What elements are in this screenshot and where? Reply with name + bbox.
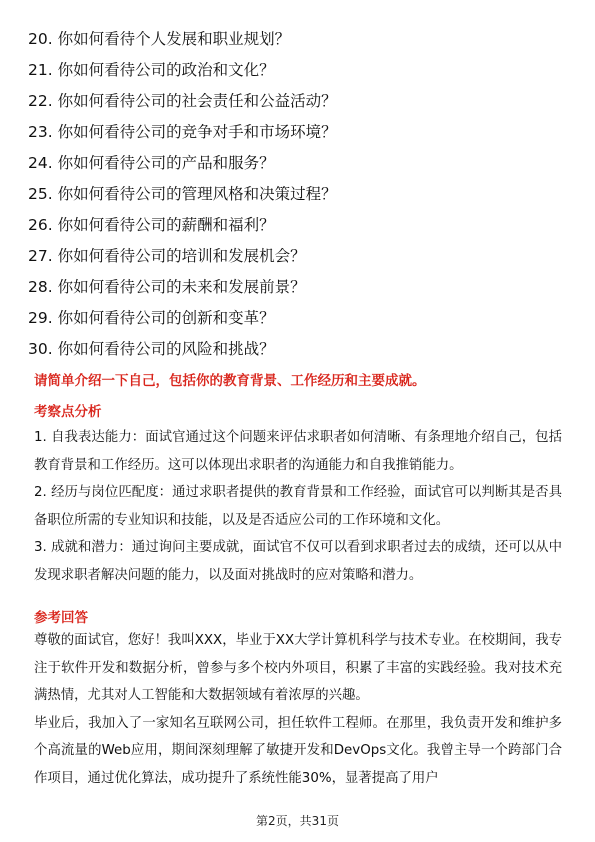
question-list: [28, 24, 568, 365]
analysis-point: 3. 成就和潜力：通过询问主要成就，面试官不仅可以看到求职者过去的成绩，还可以从中发现求职者解决问题的能力，以及面对挑战时的应对策略和潜力。: [34, 540, 562, 583]
answer-paragraph: 毕业后，我加入了一家知名互联网公司，担任软件工程师。在那里，我负责开发和维护多个高流量的Web应用，期间深刻理解了敏捷开发和DevOps文化。我曾主导一个跨部门合作项目，通过优化算法，成功提升了系统性能30%，显著提高了用户: [34, 715, 562, 786]
question-item: 27. 你如何看待公司的培训和发展机会？: [28, 247, 306, 265]
analysis-points: [34, 424, 562, 589]
page-number: 第2页，共31页: [256, 814, 339, 828]
answer-body: [34, 627, 562, 792]
question-item: 24. 你如何看待公司的产品和服务？: [28, 154, 275, 172]
question-item: 29. 你如何看待公司的创新和变革？: [28, 309, 275, 327]
question-item: 30. 你如何看待公司的风险和挑战？: [28, 340, 275, 358]
answer-paragraph: 尊敬的面试官，您好！我叫XXX，毕业于XX大学计算机科学与技术专业。在校期间，我专注于软件开发和数据分析，曾参与多个校内外项目，积累了丰富的实践经验。我对技术充满热情，尤其对人工智能和大数据领域有着浓厚的兴趣。: [34, 633, 562, 703]
answer-title: 参考回答: [34, 610, 88, 626]
question-item: 22. 你如何看待公司的社会责任和公益活动？: [28, 92, 337, 110]
main-question: 请简单介绍一下自己，包括你的教育背景、工作经历和主要成就。: [34, 373, 426, 389]
question-item: 20. 你如何看待个人发展和职业规划？: [28, 30, 291, 48]
question-item: 23. 你如何看待公司的竞争对手和市场环境？: [28, 123, 337, 141]
question-item: 25. 你如何看待公司的管理风格和决策过程？: [28, 185, 337, 203]
analysis-title: 考察点分析: [34, 404, 102, 420]
analysis-point: 2. 经历与岗位匹配度：通过求职者提供的教育背景和工作经验，面试官可以判断其是否具备职位所需的专业知识和技能，以及是否适应公司的工作环境和文化。: [34, 485, 562, 528]
question-item: 26. 你如何看待公司的薪酬和福利？: [28, 216, 275, 234]
question-item: 28. 你如何看待公司的未来和发展前景？: [28, 278, 306, 296]
question-item: 21. 你如何看待公司的政治和文化？: [28, 61, 275, 79]
analysis-point: 1. 自我表达能力：面试官通过这个问题来评估求职者如何清晰、有条理地介绍自己，包括教育背景和工作经历。这可以体现出求职者的沟通能力和自我推销能力。: [34, 430, 562, 473]
